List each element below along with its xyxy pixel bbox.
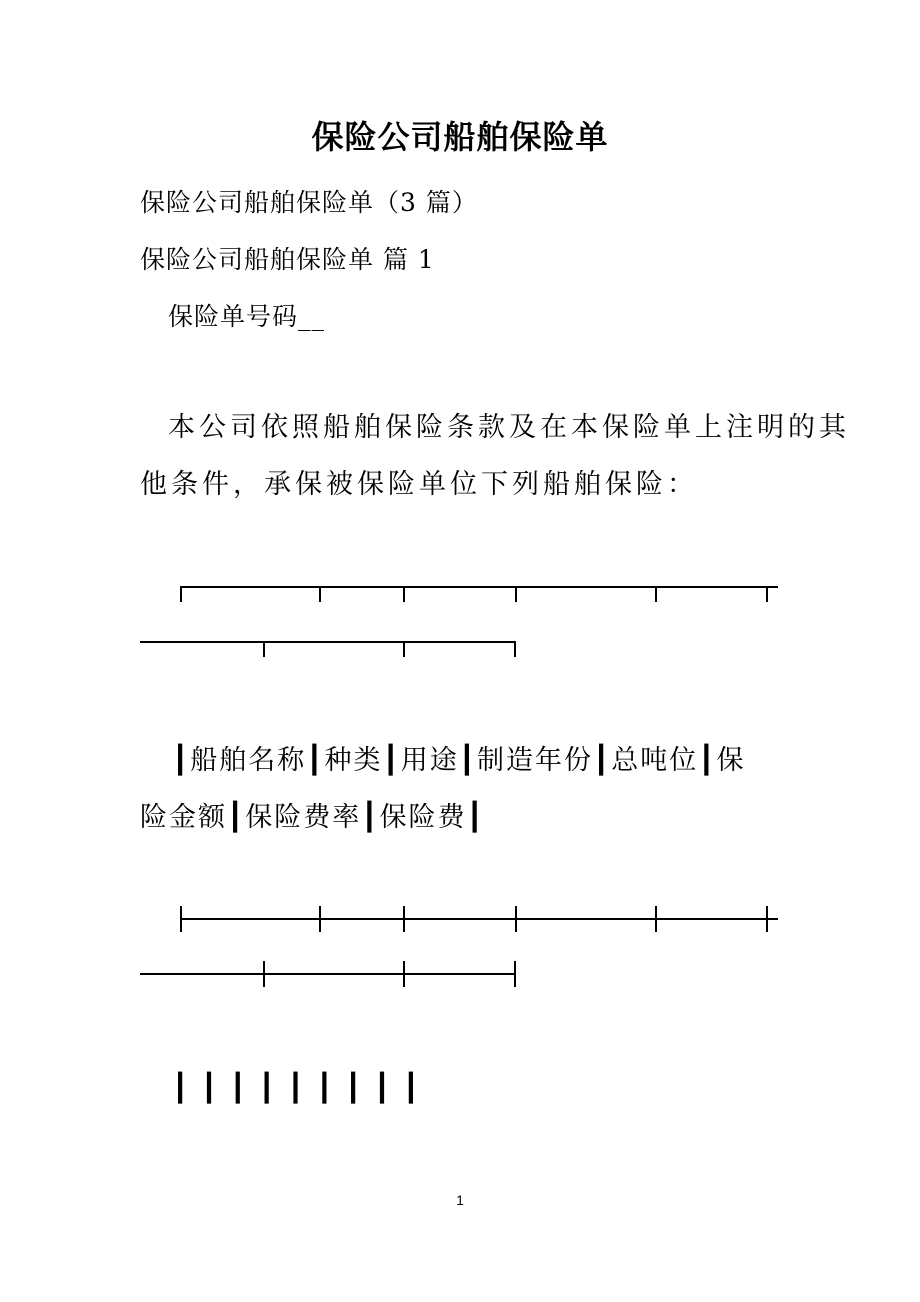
table-middle-junction [319, 906, 321, 932]
table-middle-junction [180, 906, 182, 932]
table-top-border-line [180, 586, 778, 588]
table-top-divider [403, 586, 405, 602]
table-header-row-line-1: ┃船舶名称┃种类┃用途┃制造年份┃总吨位┃保 [172, 745, 746, 776]
table-middle-border-line [180, 918, 778, 920]
table-empty-row: ┃ ┃ ┃ ┃ ┃ ┃ ┃ ┃ ┃ [172, 1073, 421, 1104]
table-top-divider [263, 641, 265, 657]
table-top-divider [515, 586, 517, 602]
table-middle-junction [403, 961, 405, 987]
document-subtitle: 保险公司船舶保险单（3 篇） [140, 188, 478, 217]
table-top-corner [514, 641, 516, 657]
table-top-divider [655, 586, 657, 602]
page-number: 1 [456, 1192, 464, 1208]
table-top-divider [319, 586, 321, 602]
table-top-divider [766, 586, 768, 602]
table-middle-junction [263, 961, 265, 987]
page-title: 保险公司船舶保险单 [311, 118, 609, 156]
table-middle-junction [514, 961, 516, 987]
table-top-corner [180, 586, 182, 602]
table-top-divider [403, 641, 405, 657]
section-heading: 保险公司船舶保险单 篇 1 [140, 245, 435, 274]
table-middle-junction [766, 906, 768, 932]
policy-number-label: 保险单号码__ [168, 302, 326, 331]
table-middle-border-line-2 [140, 973, 516, 975]
paragraph-line-2: 他条件，承保被保险单位下列船舶保险： [140, 469, 698, 500]
table-top-border-line-2 [140, 641, 516, 643]
table-middle-junction [655, 906, 657, 932]
table-middle-junction [403, 906, 405, 932]
paragraph-line-1: 本公司依照船舶保险条款及在本保险单上注明的其 [168, 412, 850, 443]
table-header-row-line-2: 险金额┃保险费率┃保险费┃ [140, 802, 485, 833]
table-middle-junction [515, 906, 517, 932]
